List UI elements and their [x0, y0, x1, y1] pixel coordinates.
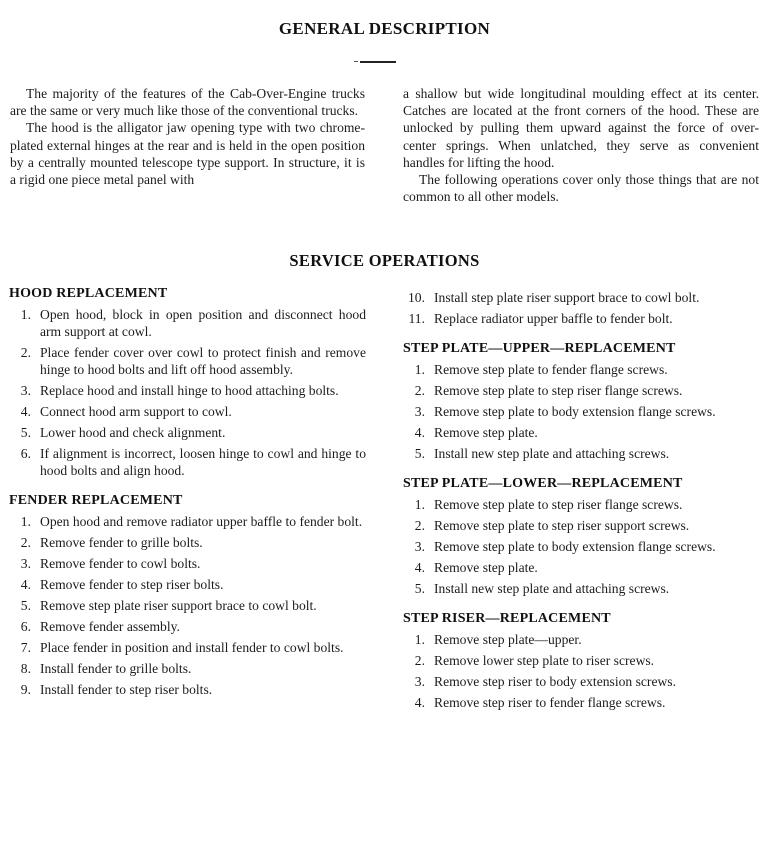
- list-item: [403, 538, 760, 555]
- step-text: Remove fender to cowl bolts.: [40, 556, 201, 571]
- list-item: [9, 597, 366, 614]
- step-list: [403, 631, 760, 711]
- step-text: Install new step plate and attaching screws.: [434, 581, 670, 596]
- step-text: Open hood and remove radiator upper baffle to fender bolt.: [40, 514, 363, 529]
- list-item: [403, 631, 760, 648]
- list-item: [9, 445, 366, 479]
- list-item: [403, 694, 760, 711]
- step-number: 3.: [414, 539, 425, 554]
- step-text: Replace hood and install hinge to hood attaching bolts.: [40, 383, 339, 398]
- step-text: Remove step plate to step riser support screws.: [434, 518, 690, 533]
- step-number: 4.: [20, 404, 31, 419]
- intro-paragraph: The hood is the alligator jaw opening type with two chrome-plated external hinges at the rear and is held in the open position by a centrally mounted telescope type support. In structure, it is a rigid one piece metal panel with: [10, 120, 365, 188]
- intro-left-column: [10, 85, 365, 188]
- step-number: 3.: [20, 383, 31, 398]
- section-heading: STEP PLATE—LOWER—REPLACEMENT: [403, 476, 683, 491]
- step-number: 5.: [414, 581, 425, 596]
- step-text: Remove lower step plate to riser screws.: [434, 653, 655, 668]
- list-item: [9, 639, 366, 656]
- step-text: Install step plate riser support brace to cowl bolt.: [434, 290, 700, 305]
- list-item: [403, 424, 760, 441]
- step-list: [403, 361, 760, 462]
- step-number: 3.: [20, 556, 31, 571]
- step-number: 4.: [414, 425, 425, 440]
- step-plate-lower-section: [403, 476, 760, 597]
- fender-replacement-section: [9, 493, 366, 698]
- list-item: [403, 580, 760, 597]
- step-number: 4.: [414, 695, 425, 710]
- list-item: [9, 534, 366, 551]
- step-number: 10.: [408, 290, 425, 305]
- list-item: [403, 673, 760, 690]
- step-number: 2.: [20, 535, 31, 550]
- step-number: 1.: [414, 632, 425, 647]
- step-text: Remove step plate riser support brace to cowl bolt.: [40, 598, 317, 613]
- list-item: [9, 344, 366, 378]
- step-number: 8.: [20, 661, 31, 676]
- step-text: Remove step plate—upper.: [434, 632, 582, 647]
- step-number: 11.: [408, 311, 425, 326]
- step-list: [403, 496, 760, 597]
- service-left-column: [9, 286, 366, 712]
- step-text: Remove step plate to body extension flange screws.: [434, 539, 716, 554]
- list-item: [9, 382, 366, 399]
- step-text: Install fender to step riser bolts.: [40, 682, 213, 697]
- step-number: 2.: [20, 345, 31, 360]
- step-text: Remove step plate.: [434, 425, 538, 440]
- step-text: Remove fender assembly.: [40, 619, 180, 634]
- intro-right-column: [403, 85, 759, 205]
- list-item: [403, 403, 760, 420]
- decorative-rule: [360, 61, 396, 63]
- step-number: 3.: [414, 404, 425, 419]
- hood-replacement-section: [9, 286, 366, 479]
- step-number: 1.: [414, 497, 425, 512]
- step-number: 4.: [414, 560, 425, 575]
- step-text: Replace radiator upper baffle to fender bolt.: [434, 311, 673, 326]
- list-item: [9, 555, 366, 572]
- list-item: [9, 513, 366, 530]
- step-number: 6.: [20, 619, 31, 634]
- list-item: [403, 496, 760, 513]
- step-text: Place fender cover over cowl to protect finish and remove hinge to hood bolts and lift off hood assembly.: [40, 345, 366, 377]
- step-text: Remove step plate to step riser flange screws.: [434, 497, 683, 512]
- section-heading: FENDER REPLACEMENT: [9, 493, 183, 508]
- step-text: Remove step riser to body extension screws.: [434, 674, 676, 689]
- section-heading: STEP PLATE—UPPER—REPLACEMENT: [403, 341, 676, 356]
- fender-replacement-continued: [403, 289, 760, 327]
- service-right-column: [403, 289, 760, 725]
- step-number: 1.: [20, 514, 31, 529]
- intro-paragraph: The majority of the features of the Cab-Over-Engine trucks are the same or very much like those of the conventional trucks.: [10, 86, 365, 119]
- step-text: Remove step plate to body extension flange screws.: [434, 404, 716, 419]
- step-number: 1.: [414, 362, 425, 377]
- step-text: Remove step plate.: [434, 560, 538, 575]
- intro-paragraph: The following operations cover only those things that are not common to all other models.: [403, 172, 759, 205]
- step-number: 1.: [20, 307, 31, 322]
- step-text: Lower hood and check alignment.: [40, 425, 226, 440]
- list-item: [403, 361, 760, 378]
- list-item: [403, 517, 760, 534]
- list-item: [403, 310, 760, 327]
- list-item: [9, 660, 366, 677]
- step-number: 5.: [20, 425, 31, 440]
- step-number: 9.: [20, 682, 31, 697]
- list-item: [403, 382, 760, 399]
- step-number: 7.: [20, 640, 31, 655]
- section-title: SERVICE OPERATIONS: [289, 251, 480, 270]
- step-number: 5.: [414, 446, 425, 461]
- step-list: [9, 306, 366, 479]
- section-heading: STEP RISER—REPLACEMENT: [403, 611, 611, 626]
- step-text: Remove step plate to fender flange screws.: [434, 362, 668, 377]
- list-item: [403, 652, 760, 669]
- step-text: Remove step plate to step riser flange screws.: [434, 383, 683, 398]
- list-item: [9, 681, 366, 698]
- list-item: [403, 289, 760, 306]
- step-text: Remove fender to step riser bolts.: [40, 577, 224, 592]
- list-item: [403, 445, 760, 462]
- step-text: Place fender in position and install fender to cowl bolts.: [40, 640, 344, 655]
- intro-paragraph: a shallow but wide longitudinal moulding effect at its center. Catches are located at the front corners of the hood. These are unlocked by pulling them upward against the force of over-center springs. When unlatched, they serve as convenient handles for lifting the hood.: [403, 86, 759, 170]
- list-item: [9, 424, 366, 441]
- page-title: GENERAL DESCRIPTION: [278, 19, 491, 38]
- step-text: Open hood, block in open position and disconnect hood arm support at cowl.: [40, 307, 366, 339]
- step-riser-section: [403, 611, 760, 711]
- step-number: 2.: [414, 383, 425, 398]
- step-number: 6.: [20, 446, 31, 461]
- list-item: [9, 576, 366, 593]
- step-number: 3.: [414, 674, 425, 689]
- step-text: If alignment is incorrect, loosen hinge to cowl and hinge to hood bolts and align hood.: [40, 446, 366, 478]
- list-item: [9, 403, 366, 420]
- list-item: [9, 618, 366, 635]
- step-number: 2.: [414, 518, 425, 533]
- step-list: [9, 513, 366, 698]
- section-heading: HOOD REPLACEMENT: [9, 286, 168, 301]
- step-number: 2.: [414, 653, 425, 668]
- step-text: Install new step plate and attaching screws.: [434, 446, 670, 461]
- step-text: Remove fender to grille bolts.: [40, 535, 203, 550]
- step-number: 5.: [20, 598, 31, 613]
- step-number: 4.: [20, 577, 31, 592]
- list-item: [403, 559, 760, 576]
- step-text: Remove step riser to fender flange screws.: [434, 695, 666, 710]
- step-plate-upper-section: [403, 341, 760, 462]
- step-text: Connect hood arm support to cowl.: [40, 404, 232, 419]
- step-list: [403, 289, 760, 327]
- step-text: Install fender to grille bolts.: [40, 661, 192, 676]
- list-item: [9, 306, 366, 340]
